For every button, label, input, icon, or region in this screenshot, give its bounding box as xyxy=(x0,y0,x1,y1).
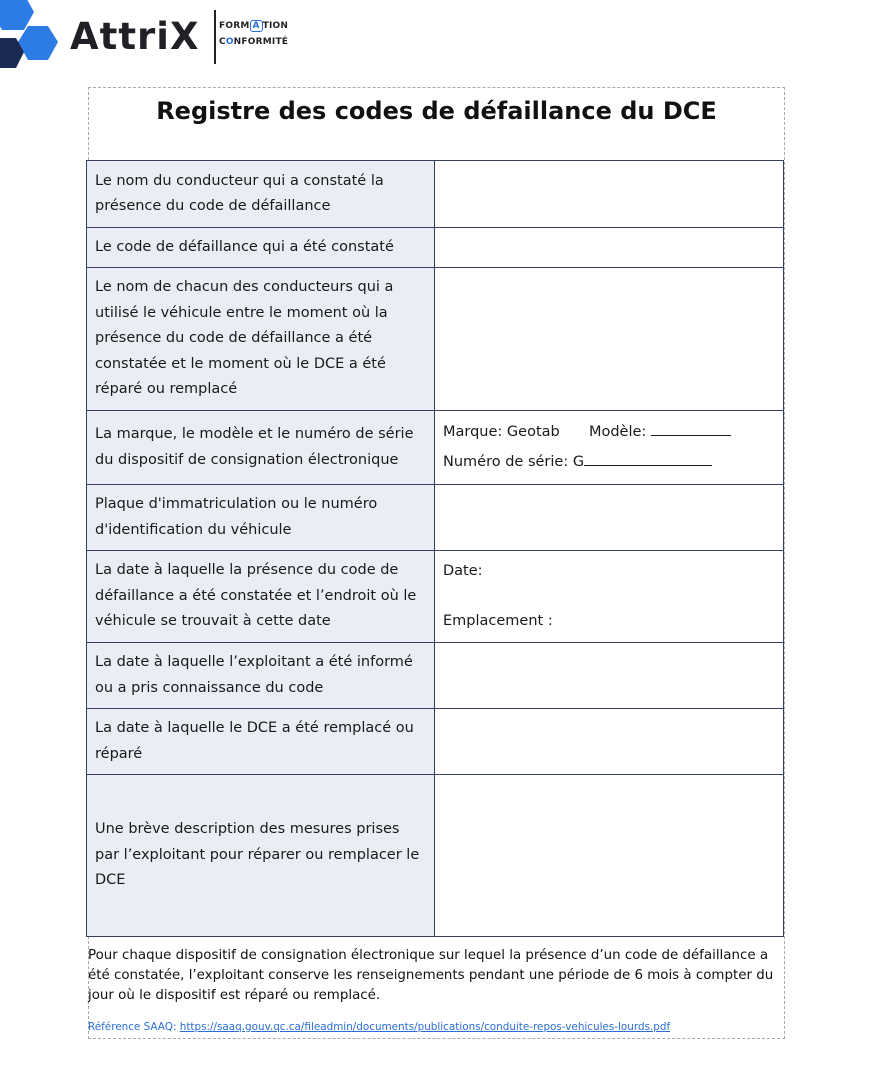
serial-blank-line[interactable] xyxy=(584,452,712,466)
tagline-highlight: A xyxy=(250,20,263,32)
table-row xyxy=(87,411,784,485)
document-title: Registre des codes de défaillance du DCE xyxy=(156,97,717,125)
measures-description-field[interactable] xyxy=(435,775,784,937)
retention-note: Pour chaque dispositif de consignation électronique sur lequel la présence d’un code de défaillance a été constatée, l’exploitant conserve les renseignements pendant une période de 6 mois à compter du jour où le dispositif est réparé ou remplacé. xyxy=(88,948,774,1003)
location-label: Emplacement : xyxy=(443,613,553,629)
drivers-list-field[interactable] xyxy=(435,268,784,411)
row-label: Le nom de chacun des conducteurs qui a utilisé le véhicule entre le moment où la présence du code de défaillance a été constatée et le moment où le DCE a été réparé ou remplacé xyxy=(87,268,435,411)
serial-label: Numéro de série: G xyxy=(443,453,585,470)
table-row xyxy=(87,268,784,411)
plate-number-field[interactable] xyxy=(435,485,784,551)
date-location-field[interactable] xyxy=(435,551,784,643)
informed-date-field[interactable] xyxy=(435,643,784,709)
model-label: Modèle: xyxy=(588,424,647,440)
table-row xyxy=(87,709,784,775)
row-label: La date à laquelle l’exploitant a été informé ou a pris connaissance du code xyxy=(87,643,435,709)
table-row xyxy=(87,228,784,268)
table-row xyxy=(87,775,784,937)
row-label: La date à laquelle le DCE a été remplacé ou réparé xyxy=(87,709,435,775)
row-label: La marque, le modèle et le numéro de série du dispositif de consignation électronique xyxy=(87,411,435,485)
row-label: Le code de défaillance qui a été constaté xyxy=(87,228,435,268)
date-label: Date: xyxy=(443,562,483,579)
table-row xyxy=(87,161,784,228)
brand-label: Marque: Geotab xyxy=(443,424,560,440)
repair-date-field[interactable] xyxy=(435,709,784,775)
reference-line xyxy=(88,1021,783,1033)
row-label: La date à laquelle la présence du code de défaillance a été constatée et l’endroit où le véhicule se trouvait à cette date xyxy=(87,551,435,643)
brand-tagline: FORM A TION CONFORMITÉ xyxy=(219,21,289,47)
device-info-field[interactable] xyxy=(435,411,784,485)
table-row xyxy=(87,485,784,551)
table-row xyxy=(87,643,784,709)
register-form-table xyxy=(86,160,784,937)
table-row xyxy=(87,551,784,643)
brand-divider xyxy=(214,10,216,64)
row-label: Le nom du conducteur qui a constaté la présence du code de défaillance xyxy=(87,161,435,228)
driver-name-field[interactable] xyxy=(435,161,784,228)
row-label: Une brève description des mesures prises par l’exploitant pour réparer ou remplacer le DCE xyxy=(87,775,435,937)
model-blank-line[interactable] xyxy=(651,422,731,436)
attrix-logo xyxy=(0,0,330,80)
reference-label: Référence SAAQ: xyxy=(88,1021,180,1033)
hexagon-logo-icon xyxy=(0,0,70,76)
row-label: Plaque d'immatriculation ou le numéro d'identification du véhicule xyxy=(87,485,435,551)
saaq-reference-link[interactable]: https://saaq.gouv.qc.ca/fileadmin/documents/publications/conduite-repos-vehicules-lourds.pdf xyxy=(179,1021,671,1033)
brand-name: AttriX xyxy=(70,15,200,58)
fault-code-field[interactable] xyxy=(435,228,784,268)
